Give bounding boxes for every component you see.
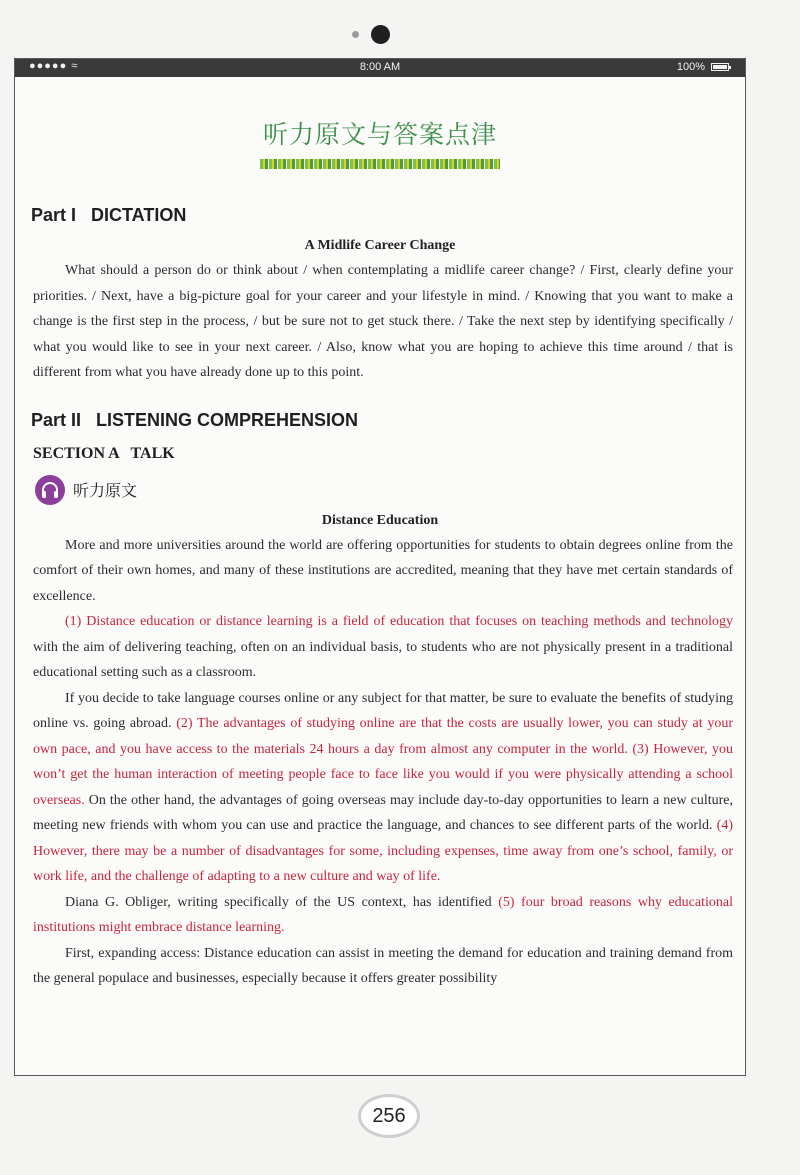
answer-2-3-text: (2) The advantages of studying online are that the costs are usually lower, you can study at your own pace, and you have access to the materials 24 hours a day from almost any computer in the world. (3) However, you won’t get the human interaction of meeting people face to face like you would if you were physically attending a school overseas. bbox=[33, 716, 733, 808]
talk-paragraph-2 bbox=[33, 609, 733, 686]
talk-p4-intro: Diana G. Obliger, writing specifically of the US context, has identified bbox=[65, 894, 499, 910]
camera-lens-icon bbox=[371, 25, 390, 44]
answer-5-text: (5) four broad reasons why educational institutions might embrace distance learning. bbox=[33, 894, 733, 935]
answer-4-text: (4) However, there may be a number of disadvantages for some, including expenses, time away from one’s school, family, or work life, and the challenge of adapting to a new culture and way of life. bbox=[33, 818, 733, 884]
talk-paragraph-1 bbox=[33, 533, 733, 610]
page-number: 256 bbox=[358, 1094, 420, 1138]
headphones-icon bbox=[35, 475, 65, 505]
dictation-title: A Midlife Career Change bbox=[304, 238, 456, 253]
device-screen bbox=[14, 58, 746, 1076]
talk-paragraph-4 bbox=[33, 890, 733, 941]
camera-sensor-icon bbox=[352, 31, 359, 38]
signal-icon: ●●●●● ≈ bbox=[29, 60, 79, 72]
battery-label: 100% bbox=[676, 61, 705, 73]
part1-heading: Part I DICTATION bbox=[31, 205, 187, 225]
talk-p5-text: First, expanding access: Distance education can assist in meeting the demand for education and training demand from the general populace and businesses, especially because it offers greater possibility bbox=[33, 945, 733, 986]
status-time: 8:00 AM bbox=[359, 61, 401, 73]
camera-dots bbox=[350, 24, 410, 46]
talk-paragraph-5 bbox=[33, 941, 733, 992]
chapter-title: 听力原文与答案点津 bbox=[262, 120, 497, 149]
part2-heading: Part II LISTENING COMPREHENSION bbox=[31, 409, 359, 430]
battery-status bbox=[677, 61, 729, 73]
talk-p3-intro: If you decide to take language courses online or any subject for that matter, be sure to evaluate the benefits of studying online vs. going abroad. bbox=[33, 690, 733, 731]
answer-1-text: (1) Distance education or distance learning is a field of education that focuses on teaching methods and technology bbox=[65, 614, 733, 629]
talk-p1-text: More and more universities around the world are offering opportunities for students to obtain degrees online from the comfort of their own homes, and many of these institutions are accredited, meaning that they have met certain standards of excellence. bbox=[33, 537, 733, 604]
status-bar bbox=[15, 59, 745, 77]
listening-script-text: 听力原文 bbox=[73, 481, 138, 500]
talk-p3-middle: On the other hand, the advantages of going overseas may include day-to-day opportunities to learn a new culture, meeting new friends with whom you can use and practice the language, and chances to see different parts of the world. bbox=[33, 792, 733, 833]
title-decoration-stripe bbox=[260, 159, 500, 169]
section-a-heading: SECTION A TALK bbox=[33, 444, 175, 462]
talk-paragraph-3 bbox=[33, 686, 733, 890]
listening-script-label bbox=[35, 475, 745, 505]
talk-p2-rest: with the aim of delivering teaching, often on an individual basis, to students who are not physically present in a traditional educational setting such as a classroom. bbox=[33, 639, 733, 680]
dictation-text: What should a person do or think about / when contemplating a midlife career change? / First, clearly define your priorities. / Next, have a big-picture goal for your career and your lifestyle in mind. / Knowing that you want to make a change is the first step in the process, / but be sure not to get stuck there. / Take the next step by identifying specifically / what you would like to see in your next career. / Also, know what you are hoping to achieve this time around / that is different from what you have already done up to this point. bbox=[33, 263, 733, 380]
battery-icon bbox=[711, 63, 729, 71]
talk-title: Distance Education bbox=[321, 512, 439, 528]
